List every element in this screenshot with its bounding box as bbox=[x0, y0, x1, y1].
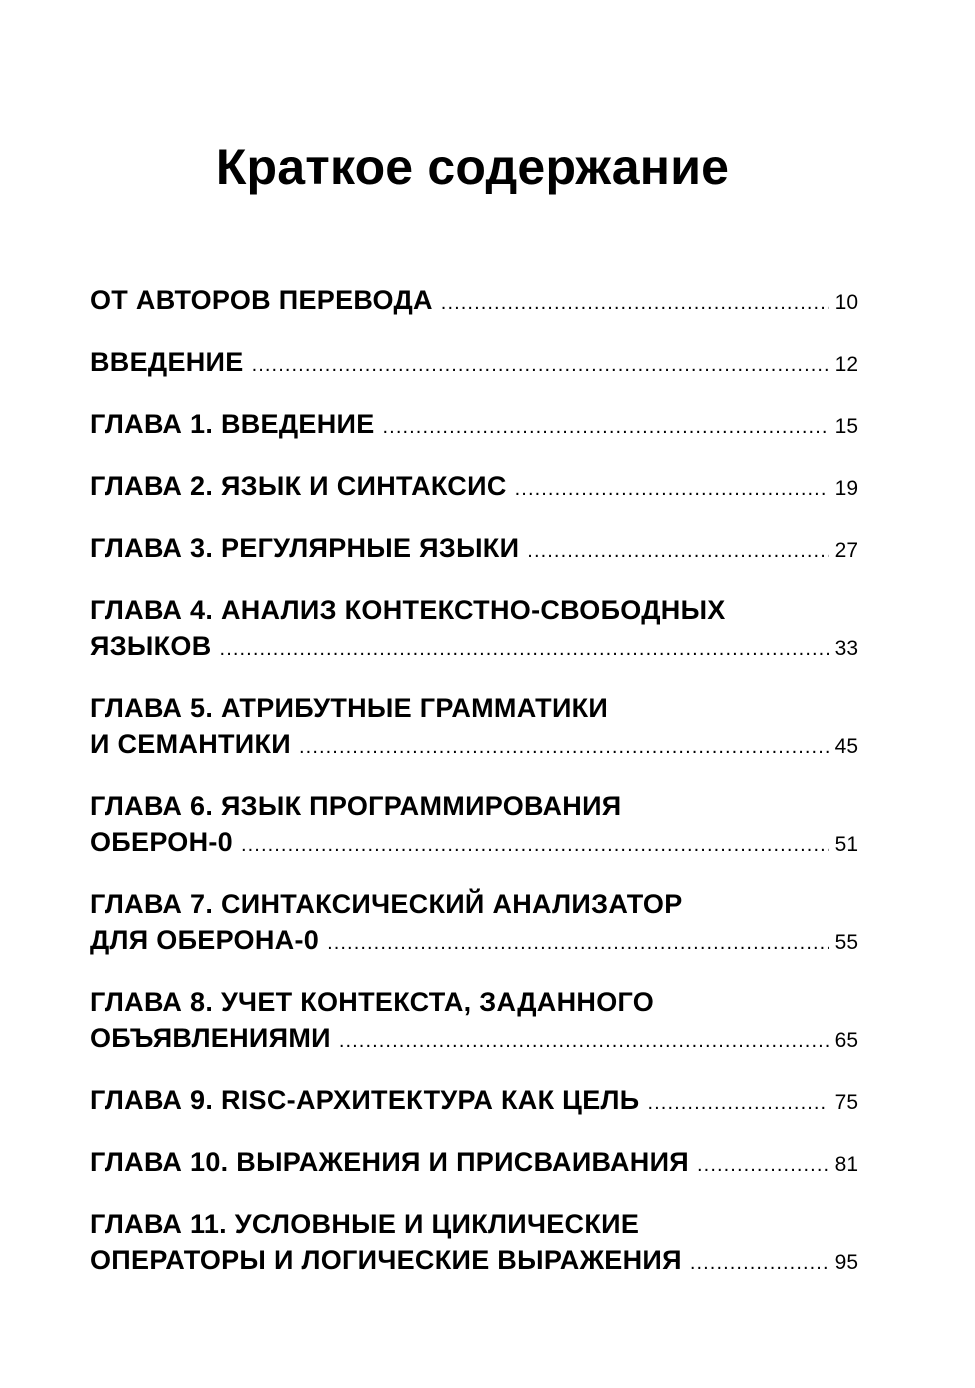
toc-entry-title-line: ГЛАВА 5. АТРИБУТНЫЕ ГРАММАТИКИ bbox=[90, 693, 609, 723]
toc-entry-row bbox=[90, 922, 858, 961]
toc-entry-title-line: ГЛАВА 8. УЧЕТ КОНТЕКСТА, ЗАДАННОГО bbox=[90, 987, 655, 1017]
toc-entry[interactable] bbox=[90, 468, 858, 507]
dot-leader bbox=[339, 1023, 829, 1059]
dot-leader bbox=[527, 533, 828, 569]
page-number: 33 bbox=[834, 637, 858, 660]
page-number: 95 bbox=[834, 1251, 858, 1274]
toc-entry[interactable] bbox=[90, 530, 858, 569]
toc-entry-row bbox=[90, 726, 858, 765]
toc-entry-row bbox=[90, 530, 858, 569]
toc-entry[interactable] bbox=[90, 592, 858, 667]
page-number: 55 bbox=[834, 931, 858, 954]
dot-leader bbox=[299, 729, 829, 765]
toc-entry-title-line: ГЛАВА 10. ВЫРАЖЕНИЯ И ПРИСВАИВАНИЯ bbox=[90, 1147, 690, 1177]
dot-leader bbox=[441, 285, 829, 321]
toc-entry-row bbox=[90, 282, 858, 321]
toc-entry-row bbox=[90, 1144, 858, 1183]
page-number: 75 bbox=[834, 1091, 858, 1114]
toc-entry[interactable] bbox=[90, 886, 858, 961]
toc-entry[interactable] bbox=[90, 690, 858, 765]
dot-leader bbox=[515, 471, 829, 507]
toc-entry[interactable] bbox=[90, 1206, 858, 1281]
toc-entry[interactable] bbox=[90, 984, 858, 1059]
toc-entry-title-line: ДЛЯ ОБЕРОНА-0 bbox=[90, 925, 320, 955]
page-number: 12 bbox=[834, 353, 858, 376]
toc-entry-row bbox=[90, 1242, 858, 1281]
toc-entry-title-line: ГЛАВА 11. УСЛОВНЫЕ И ЦИКЛИЧЕСКИЕ bbox=[90, 1209, 640, 1239]
page-number: 10 bbox=[834, 291, 858, 314]
toc-entry-title-line: ГЛАВА 6. ЯЗЫК ПРОГРАММИРОВАНИЯ bbox=[90, 791, 622, 821]
toc-entry-title-line: ОБЪЯВЛЕНИЯМИ bbox=[90, 1023, 331, 1053]
toc-entry-row bbox=[90, 628, 858, 667]
page-number: 15 bbox=[834, 415, 858, 438]
toc-entry-row bbox=[90, 406, 858, 445]
toc-entry-title-line: ОТ АВТОРОВ ПЕРЕВОДА bbox=[90, 285, 433, 315]
page-number: 65 bbox=[834, 1029, 858, 1052]
toc-entry[interactable] bbox=[90, 282, 858, 321]
page-number: 19 bbox=[834, 477, 858, 500]
page-number: 27 bbox=[834, 539, 858, 562]
dot-leader bbox=[327, 925, 829, 961]
toc-entry-row bbox=[90, 1020, 858, 1059]
toc-entry-row bbox=[90, 344, 858, 383]
table-of-contents bbox=[90, 282, 858, 1304]
dot-leader bbox=[252, 347, 829, 383]
toc-entry-row bbox=[90, 468, 858, 507]
toc-entry-title-line: ГЛАВА 9. RISC-АРХИТЕКТУРА КАК ЦЕЛЬ bbox=[90, 1085, 640, 1115]
page-number: 45 bbox=[834, 735, 858, 758]
page-number: 51 bbox=[834, 833, 858, 856]
toc-entry-title-line: ВВЕДЕНИЕ bbox=[90, 347, 244, 377]
toc-entry-title-line: ГЛАВА 2. ЯЗЫК И СИНТАКСИС bbox=[90, 471, 507, 501]
toc-entry-title-line: ОБЕРОН-0 bbox=[90, 827, 233, 857]
toc-entry-title-line: ГЛАВА 7. СИНТАКСИЧЕСКИЙ АНАЛИЗАТОР bbox=[90, 889, 683, 919]
toc-entry-row bbox=[90, 1082, 858, 1121]
toc-entry[interactable] bbox=[90, 344, 858, 383]
toc-entry-title-line: ГЛАВА 3. РЕГУЛЯРНЫЕ ЯЗЫКИ bbox=[90, 533, 520, 563]
toc-entry-title-line: ГЛАВА 4. АНАЛИЗ КОНТЕКСТНО-СВОБОДНЫХ bbox=[90, 595, 726, 625]
toc-entry[interactable] bbox=[90, 406, 858, 445]
toc-entry-title-line: ЯЗЫКОВ bbox=[90, 631, 212, 661]
toc-entry-title-line: ГЛАВА 1. ВВЕДЕНИЕ bbox=[90, 409, 375, 439]
dot-leader bbox=[690, 1245, 829, 1281]
toc-entry[interactable] bbox=[90, 1082, 858, 1121]
dot-leader bbox=[383, 409, 829, 445]
dot-leader bbox=[697, 1147, 829, 1183]
toc-entry-title-line: ОПЕРАТОРЫ И ЛОГИЧЕСКИЕ ВЫРАЖЕНИЯ bbox=[90, 1245, 682, 1275]
dot-leader bbox=[241, 827, 829, 863]
toc-entry-title-line: И СЕМАНТИКИ bbox=[90, 729, 291, 759]
dot-leader bbox=[220, 631, 829, 667]
toc-entry[interactable] bbox=[90, 788, 858, 863]
toc-entry-row bbox=[90, 824, 858, 863]
page-number: 81 bbox=[834, 1153, 858, 1176]
dot-leader bbox=[647, 1085, 828, 1121]
page-title: Краткое содержание bbox=[215, 139, 730, 195]
toc-entry[interactable] bbox=[90, 1144, 858, 1183]
